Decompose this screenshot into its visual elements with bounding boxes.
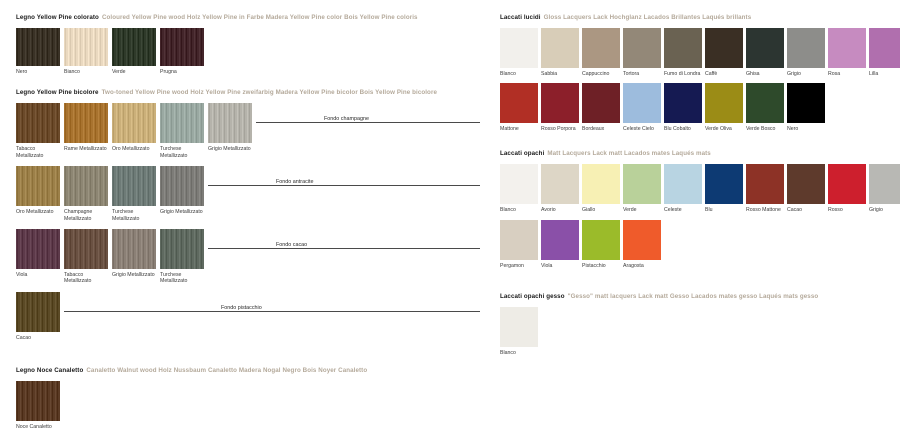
leader-line xyxy=(208,185,480,186)
color-chip[interactable] xyxy=(664,28,702,68)
swatch[interactable] xyxy=(623,28,661,77)
section-title: Laccati opachi gesso xyxy=(500,292,565,300)
color-chip[interactable] xyxy=(705,28,743,68)
swatch[interactable] xyxy=(541,220,579,269)
swatch-label: Cappuccino xyxy=(582,71,610,77)
leader-line xyxy=(64,311,480,312)
swatch-label: Bordeaux xyxy=(582,126,605,133)
swatch[interactable] xyxy=(500,307,538,356)
color-chip[interactable] xyxy=(500,307,538,347)
section-title: Legno Yellow Pine bicolore xyxy=(16,89,99,97)
swatch[interactable] xyxy=(869,28,900,77)
swatch-label: Noce Canaletto xyxy=(16,424,52,431)
swatch[interactable] xyxy=(112,28,156,75)
swatch[interactable] xyxy=(746,83,784,132)
section-subtitle: Gloss Lacquers Lack Hochglanz Lacados Brillantes Laqués brillants xyxy=(543,14,752,21)
swatch-label: Rosso Mattone xyxy=(746,207,781,214)
color-chip[interactable] xyxy=(500,83,538,123)
color-chip[interactable] xyxy=(64,166,108,206)
swatch[interactable] xyxy=(705,164,743,213)
swatch-label: Blu Cobalto xyxy=(664,126,691,133)
swatch-label: Caffè xyxy=(705,71,718,77)
section-subtitle: Two-toned Yellow Pine wood Holz Yellow Pine zweifarbig Madera Yellow Pine bicolor Bois Yellow Pine bicolore xyxy=(101,89,437,97)
swatch[interactable] xyxy=(623,220,661,269)
swatch-label: Giallo xyxy=(582,207,596,214)
swatch-row xyxy=(16,381,486,430)
fondo-label: Fondo cacao xyxy=(276,242,308,249)
swatch-label: Rosa xyxy=(828,71,841,77)
swatch-label: Celeste xyxy=(664,207,682,214)
swatch[interactable] xyxy=(500,28,538,77)
bicolour-group xyxy=(16,166,486,222)
color-chip[interactable] xyxy=(869,28,900,68)
swatch[interactable] xyxy=(582,220,620,269)
color-chip[interactable] xyxy=(160,28,204,66)
fondo-label: Fondo champagne xyxy=(324,116,369,123)
swatch[interactable] xyxy=(500,83,538,132)
swatch-label: Verde Oliva xyxy=(705,126,732,133)
swatch-label: Turchese Metallizzato xyxy=(160,272,188,285)
color-chip[interactable] xyxy=(112,28,156,66)
bicolour-group xyxy=(16,229,486,285)
right-column xyxy=(500,14,890,370)
swatch[interactable] xyxy=(705,83,743,132)
swatch[interactable] xyxy=(541,164,579,213)
color-chip[interactable] xyxy=(500,28,538,68)
swatch-label: Rame Metallizzato xyxy=(64,146,107,153)
swatch[interactable] xyxy=(623,164,661,213)
swatch-label: Cacao xyxy=(787,207,802,214)
color-chip[interactable] xyxy=(787,164,825,204)
swatch-label: Fumo di Londra xyxy=(664,71,701,77)
swatch-label: Prugna xyxy=(160,69,177,75)
swatch-row xyxy=(500,307,890,356)
swatch-label: Blanco xyxy=(500,349,516,356)
swatch-label: Blu xyxy=(705,207,713,214)
color-chip[interactable] xyxy=(16,292,60,332)
color-chip[interactable] xyxy=(112,103,156,143)
color-chip[interactable] xyxy=(64,28,108,66)
bicolour-group xyxy=(16,103,486,159)
swatch[interactable] xyxy=(828,28,866,77)
swatch-label: Nero xyxy=(787,126,799,133)
swatch[interactable] xyxy=(746,164,784,213)
bicolour-group xyxy=(16,292,486,341)
swatch[interactable] xyxy=(582,28,620,77)
swatch-label: Aragosta xyxy=(623,262,644,269)
swatch-row xyxy=(500,164,890,213)
color-chip[interactable] xyxy=(160,103,204,143)
swatch[interactable] xyxy=(208,103,252,152)
swatch[interactable] xyxy=(500,164,538,213)
swatch[interactable] xyxy=(112,229,156,278)
swatch-label: Champagne Metallizzato xyxy=(64,209,93,222)
section-subtitle: Canaletto Walnut wood Holz Nussbaum Canaletto Madera Nogal Negro Bois Noyer Canaletto xyxy=(86,367,368,375)
swatch[interactable] xyxy=(787,28,825,77)
swatch-label: Rosso Porpora xyxy=(541,126,576,133)
section-heading xyxy=(500,14,890,22)
section-title: Laccati lucidi xyxy=(500,14,541,21)
color-chip[interactable] xyxy=(787,28,825,68)
color-chip[interactable] xyxy=(112,229,156,269)
color-chip[interactable] xyxy=(16,166,60,206)
swatch[interactable] xyxy=(112,103,156,152)
swatch[interactable] xyxy=(746,28,784,77)
color-chip[interactable] xyxy=(787,83,825,123)
swatch[interactable] xyxy=(705,28,743,77)
color-chip[interactable] xyxy=(705,83,743,123)
swatch[interactable] xyxy=(582,83,620,132)
fondo-label: Fondo pistacchio xyxy=(221,304,262,311)
swatch-row xyxy=(16,166,486,222)
color-chip[interactable] xyxy=(541,28,579,68)
swatch[interactable] xyxy=(16,103,60,159)
section-coloured-pine xyxy=(16,14,486,75)
color-chip[interactable] xyxy=(623,164,661,204)
swatch-label: Verde xyxy=(623,207,637,214)
swatch[interactable] xyxy=(16,292,60,341)
color-chip[interactable] xyxy=(16,381,60,421)
swatch-label: Grigio xyxy=(787,71,801,77)
color-chip[interactable] xyxy=(160,229,204,269)
swatch-label: Blanco xyxy=(500,71,516,77)
section-subtitle: Matt Lacquers Lack matt Lacados mates Laqués mats xyxy=(547,150,711,158)
color-chip[interactable] xyxy=(16,229,60,269)
section-title: Legno Noce Canaletto xyxy=(16,367,84,375)
swatch[interactable] xyxy=(664,164,702,213)
color-chip[interactable] xyxy=(500,220,538,260)
swatch-label: Mattone xyxy=(500,126,519,133)
swatch[interactable] xyxy=(16,28,60,75)
swatch[interactable] xyxy=(160,28,204,75)
swatch-label: Verde xyxy=(112,69,126,75)
swatch[interactable] xyxy=(160,103,204,159)
color-chip[interactable] xyxy=(541,83,579,123)
section-heading xyxy=(500,293,890,301)
swatch-row xyxy=(16,103,486,159)
swatch-label: Tortora xyxy=(623,71,640,77)
swatch-label: Nero xyxy=(16,69,28,75)
swatch-row xyxy=(16,292,486,341)
swatch-label: Grigio xyxy=(869,207,883,214)
section-heading xyxy=(16,89,486,97)
section-title: Legno Yellow Pine colorato xyxy=(16,14,99,21)
color-chip[interactable] xyxy=(64,229,108,269)
swatch-label: Bianco xyxy=(64,69,80,75)
section-subtitle: "Gesso" matt lacquers Lack matt Gesso Lacados mates gesso Laqués mats gesso xyxy=(567,292,819,300)
color-chip[interactable] xyxy=(746,164,784,204)
swatch-label: Viola xyxy=(16,272,28,279)
leader-line xyxy=(256,122,480,123)
swatch-label: Lilla xyxy=(869,71,879,77)
swatch-label: Ghisa xyxy=(746,71,760,77)
swatch[interactable] xyxy=(160,166,204,215)
section-heading xyxy=(16,14,486,22)
swatch-label: Sabbia xyxy=(541,71,558,77)
swatch[interactable] xyxy=(828,164,866,213)
swatch-label: Tabacco Metallizzato xyxy=(16,146,44,159)
color-chip[interactable] xyxy=(16,103,60,143)
swatch-label: Verde Bosco xyxy=(746,126,776,133)
color-chip[interactable] xyxy=(746,83,784,123)
section-matt-lacquers xyxy=(500,150,890,268)
swatch[interactable] xyxy=(582,164,620,213)
color-chip[interactable] xyxy=(582,220,620,260)
color-chip[interactable] xyxy=(623,220,661,260)
swatch-label: Oro Metallizzato xyxy=(112,146,150,153)
color-chip[interactable] xyxy=(828,28,866,68)
color-chip[interactable] xyxy=(705,164,743,204)
section-heading xyxy=(16,367,486,375)
swatch-label: Pistacchio xyxy=(582,262,606,269)
color-chip[interactable] xyxy=(623,28,661,68)
color-chip[interactable] xyxy=(746,28,784,68)
leader-line xyxy=(208,248,480,249)
section-noce-canaletto xyxy=(16,367,486,430)
color-chip[interactable] xyxy=(828,164,866,204)
swatch-label: Blanco xyxy=(500,207,516,214)
swatch-label: Rosso xyxy=(828,207,843,214)
color-chip[interactable] xyxy=(500,164,538,204)
swatch-label: Grigio Metallizzato xyxy=(208,146,251,153)
color-chip[interactable] xyxy=(869,164,900,204)
swatch-label: Turchese Metallizzato xyxy=(112,209,140,222)
color-chip[interactable] xyxy=(16,28,60,66)
swatch-label: Viola xyxy=(541,262,553,269)
color-chip[interactable] xyxy=(160,166,204,206)
swatch[interactable] xyxy=(664,83,702,132)
swatch-row xyxy=(500,83,890,132)
swatch[interactable] xyxy=(64,103,108,152)
swatch-row xyxy=(500,28,890,77)
color-chip[interactable] xyxy=(623,83,661,123)
color-chip[interactable] xyxy=(664,83,702,123)
fondo-label: Fondo antracite xyxy=(276,179,314,186)
swatch-label: Celeste Cielo xyxy=(623,126,654,133)
swatch[interactable] xyxy=(541,83,579,132)
section-matt-gesso xyxy=(500,293,890,356)
swatch-label: Turchese Metallizzato xyxy=(160,146,188,159)
swatch[interactable] xyxy=(623,83,661,132)
swatch-label: Oro Metallizzato xyxy=(16,209,54,216)
section-heading xyxy=(500,150,890,158)
swatch[interactable] xyxy=(787,83,825,132)
swatch[interactable] xyxy=(112,166,156,222)
swatch[interactable] xyxy=(16,229,60,278)
swatch[interactable] xyxy=(500,220,538,269)
swatch-label: Grigio Metallizzato xyxy=(160,209,203,216)
swatch[interactable] xyxy=(787,164,825,213)
color-chip[interactable] xyxy=(541,164,579,204)
color-chip[interactable] xyxy=(664,164,702,204)
swatch[interactable] xyxy=(64,28,108,75)
swatch-row xyxy=(16,229,486,285)
color-chip[interactable] xyxy=(582,83,620,123)
left-column xyxy=(16,14,486,445)
section-gloss-lacquers xyxy=(500,14,890,132)
swatch-row xyxy=(500,220,890,269)
section-title: Laccati opachi xyxy=(500,150,545,158)
color-chip[interactable] xyxy=(112,166,156,206)
swatch-label: Pergamon xyxy=(500,262,524,269)
swatch-label: Grigio Metallizzato xyxy=(112,272,155,279)
swatch[interactable] xyxy=(541,28,579,77)
color-chip[interactable] xyxy=(582,164,620,204)
swatch[interactable] xyxy=(16,166,60,215)
swatch-label: Tabacco Metallizzato xyxy=(64,272,92,285)
swatch-label: Avorio xyxy=(541,207,556,214)
section-subtitle: Coloured Yellow Pine wood Holz Yellow Pine in Farbe Madera Yellow Pine color Bois Yellow Pine coloris xyxy=(101,14,418,21)
swatch[interactable] xyxy=(664,28,702,77)
swatch[interactable] xyxy=(64,166,108,222)
color-chip[interactable] xyxy=(541,220,579,260)
color-chip[interactable] xyxy=(582,28,620,68)
section-bicolour-pine xyxy=(16,89,486,341)
swatch-row xyxy=(16,28,486,75)
swatch[interactable] xyxy=(869,164,900,213)
swatch[interactable] xyxy=(16,381,60,430)
color-chip[interactable] xyxy=(208,103,252,143)
swatch-label: Cacao xyxy=(16,334,31,341)
swatch[interactable] xyxy=(64,229,108,285)
swatch[interactable] xyxy=(160,229,204,285)
color-chip[interactable] xyxy=(64,103,108,143)
